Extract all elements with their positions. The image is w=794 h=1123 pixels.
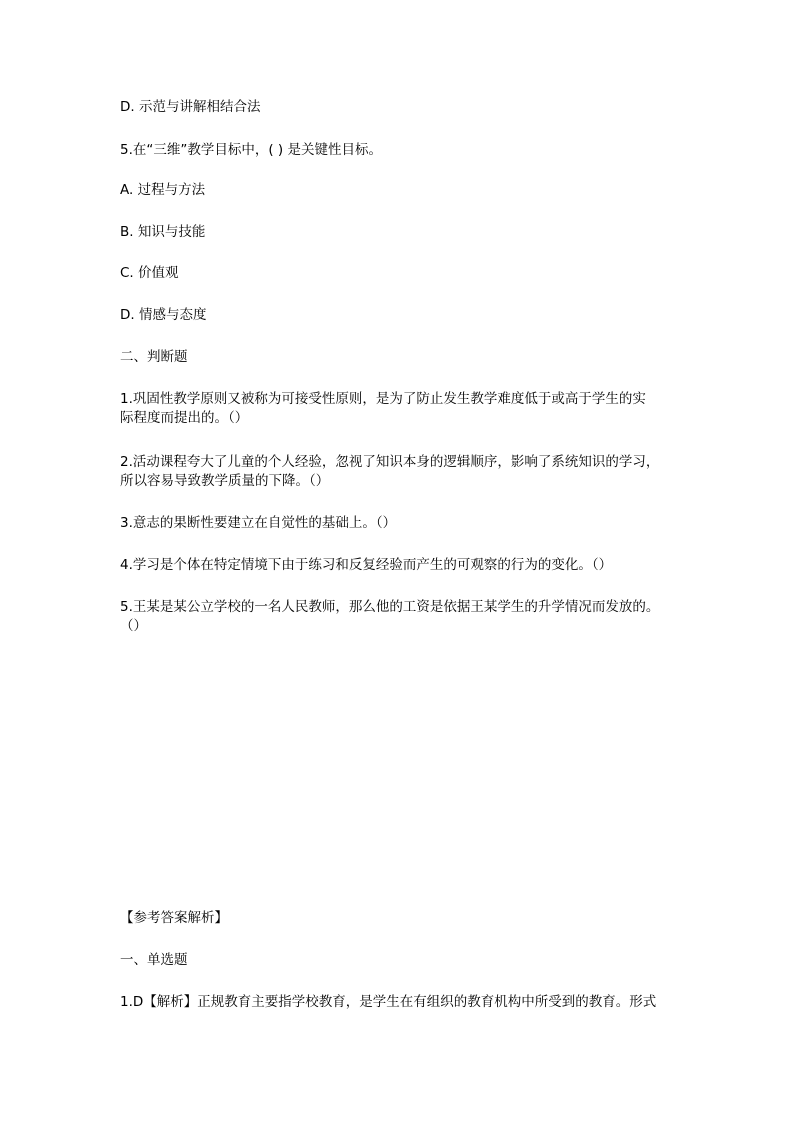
section-heading-judgement: 二、判断题 xyxy=(120,349,188,365)
judgement-2-line-1: 2.活动课程夸大了儿童的个人经验，忽视了知识本身的逻辑顺序，影响了系统知识的学习， xyxy=(120,454,660,470)
question-5-option-b: B. 知识与技能 xyxy=(120,224,206,240)
judgement-5-line-2: （） xyxy=(120,618,147,634)
question-5-option-a: A. 过程与方法 xyxy=(120,182,206,198)
answer-1: 1.D【解析】正规教育主要指学校教育，是学生在有组织的教育机构中所受到的教育。形式 xyxy=(120,994,657,1010)
option-d-prev: D. 示范与讲解相结合法 xyxy=(120,99,261,115)
judgement-1-line-1: 1.巩固性教学原则又被称为可接受性原则，是为了防止发生教学难度低于或高于学生的实 xyxy=(120,391,646,407)
answers-section-single-choice: 一、单选题 xyxy=(120,952,188,968)
judgement-1-line-2: 际程度而提出的。（） xyxy=(120,410,249,426)
question-5-option-c: C. 价值观 xyxy=(120,265,179,281)
judgement-3: 3.意志的果断性要建立在自觉性的基础上。（） xyxy=(120,515,397,531)
question-5-option-d: D. 情感与态度 xyxy=(120,307,207,323)
judgement-2-line-2: 所以容易导致教学质量的下降。（） xyxy=(120,473,330,489)
judgement-4: 4.学习是个体在特定情境下由于练习和反复经验而产生的可观察的行为的变化。（） xyxy=(120,557,613,573)
judgement-5-line-1: 5.王某是某公立学校的一名人民教师，那么他的工资是依据王某学生的升学情况而发放的。 xyxy=(120,599,660,615)
question-5-stem: 5.在“三维”教学目标中，( ) 是关键性目标。 xyxy=(120,142,382,158)
answers-heading: 【参考答案解析】 xyxy=(120,910,228,926)
